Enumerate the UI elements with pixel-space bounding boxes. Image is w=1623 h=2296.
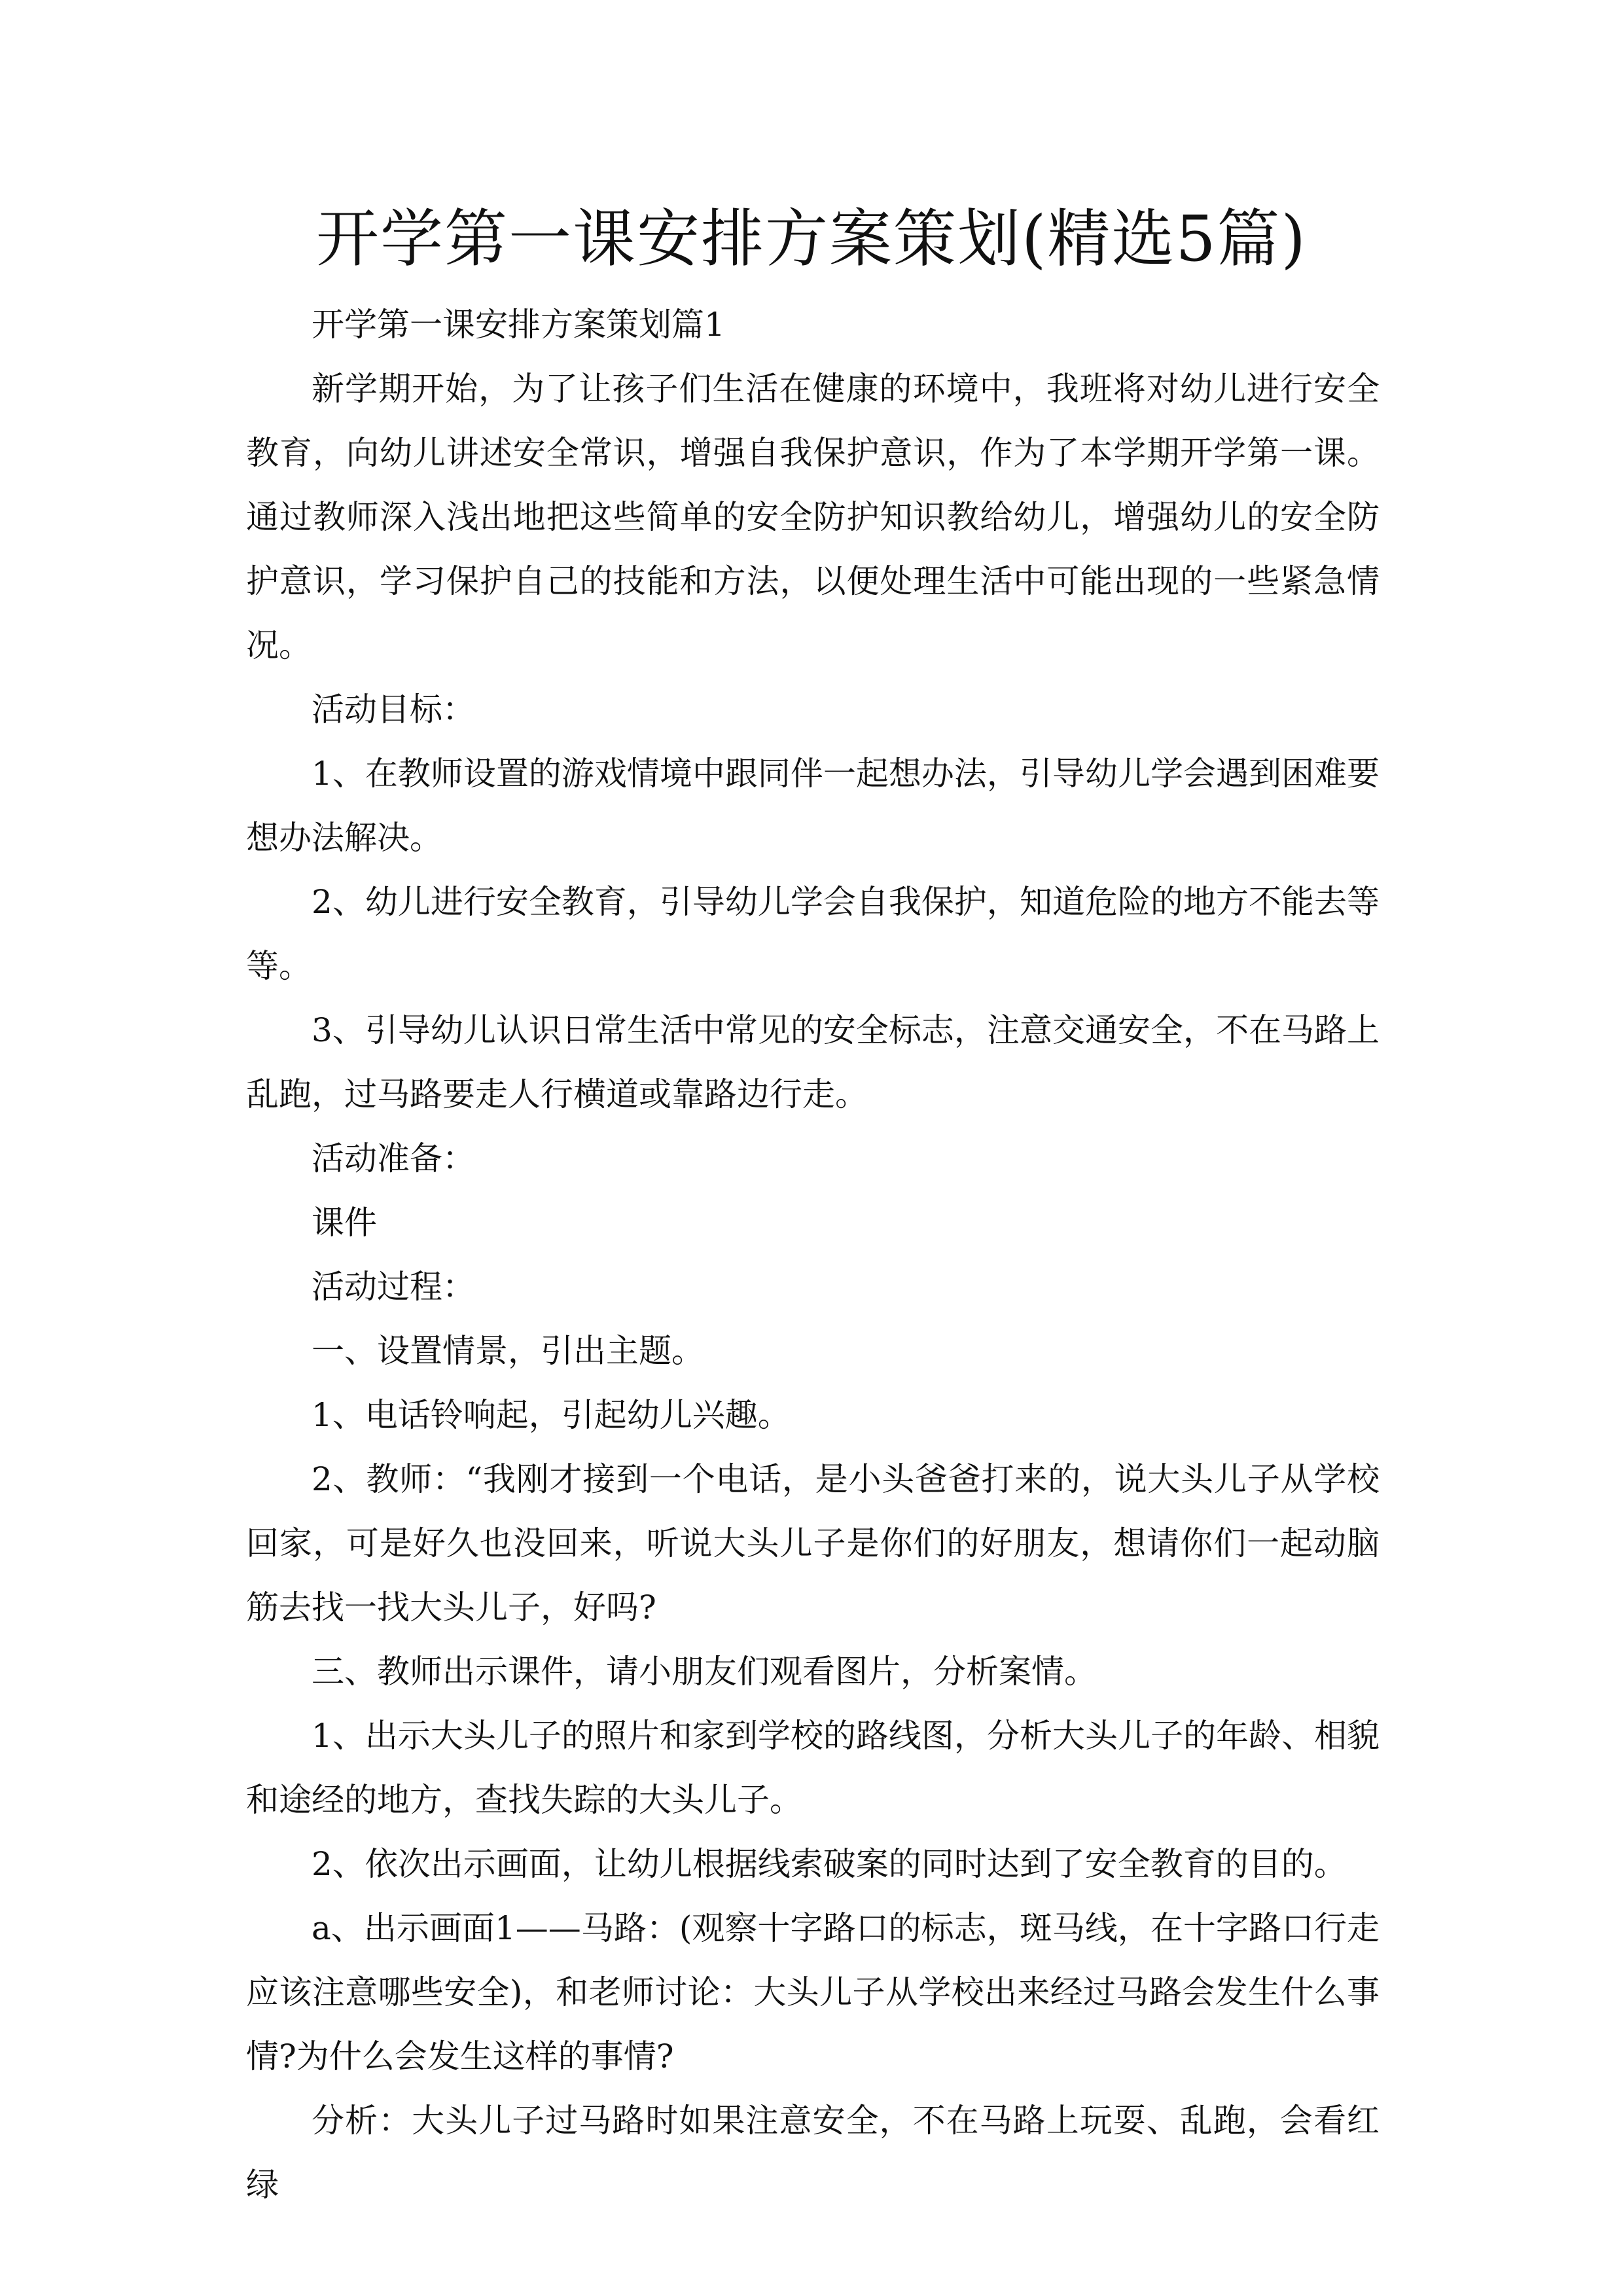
subheading-goals: 活动目标： <box>312 691 475 728</box>
analysis-paragraph: 分析：大头儿子过马路时如果注意安全，不在马路上玩耍、乱跑，会看红绿 <box>246 2102 1380 2204</box>
goal-item: 1、在教师设置的游戏情境中跟同伴一起想办法，引导幼儿学会遇到困难要想办法解决。 <box>246 755 1380 857</box>
section-heading: 开学第一课安排方案策划篇1 <box>312 306 725 344</box>
subheading-preparation: 活动准备： <box>312 1139 475 1177</box>
document-body <box>246 293 1380 2217</box>
process-step: 2、依次出示画面，让幼儿根据线索破案的同时达到了安全教育的目的。 <box>312 1845 1347 1883</box>
document-title: 开学第一课安排方案策划(精选5篇) <box>316 202 1307 276</box>
subheading-process: 活动过程： <box>312 1268 475 1306</box>
process-step: 1、出示大头儿子的照片和家到学校的路线图，分析大头儿子的年龄、相貌和途经的地方，查找失踪的大头儿子。 <box>246 1717 1380 1819</box>
process-step: 1、电话铃响起，引起幼儿兴趣。 <box>312 1396 791 1434</box>
preparation-item: 课件 <box>312 1204 377 1242</box>
goal-item: 2、幼儿进行安全教育，引导幼儿学会自我保护，知道危险的地方不能去等等。 <box>246 883 1380 985</box>
process-step: 2、教师：“我刚才接到一个电话，是小头爸爸打来的，说大头儿子从学校回家，可是好久也没回来，听说大头儿子是你们的好朋友，想请你们一起动脑筋去找一找大头儿子，好吗? <box>246 1460 1380 1626</box>
process-step: 一、设置情景，引出主题。 <box>312 1332 704 1370</box>
process-step: a、出示画面1——马路：(观察十字路口的标志，斑马线，在十字路口行走应该注意哪些安全)，和老师讨论：大头儿子从学校出来经过马路会发生什么事情?为什么会发生这样的事情? <box>246 1909 1380 2075</box>
body-paragraph: 新学期开始，为了让孩子们生活在健康的环境中，我班将对幼儿进行安全教育，向幼儿讲述安全常识，增强自我保护意识，作为了本学期开学第一课。通过教师深入浅出地把这些简单的安全防护知识教给幼儿，增强幼儿的安全防护意识，学习保护自己的技能和方法，以便处理生活中可能出现的一些紧急情况。 <box>246 370 1380 664</box>
process-step: 三、教师出示课件，请小朋友们观看图片，分析案情。 <box>312 1653 1097 1691</box>
goal-item: 3、引导幼儿认识日常生活中常见的安全标志，注意交通安全，不在马路上乱跑，过马路要走人行横道或靠路边行走。 <box>246 1011 1380 1113</box>
